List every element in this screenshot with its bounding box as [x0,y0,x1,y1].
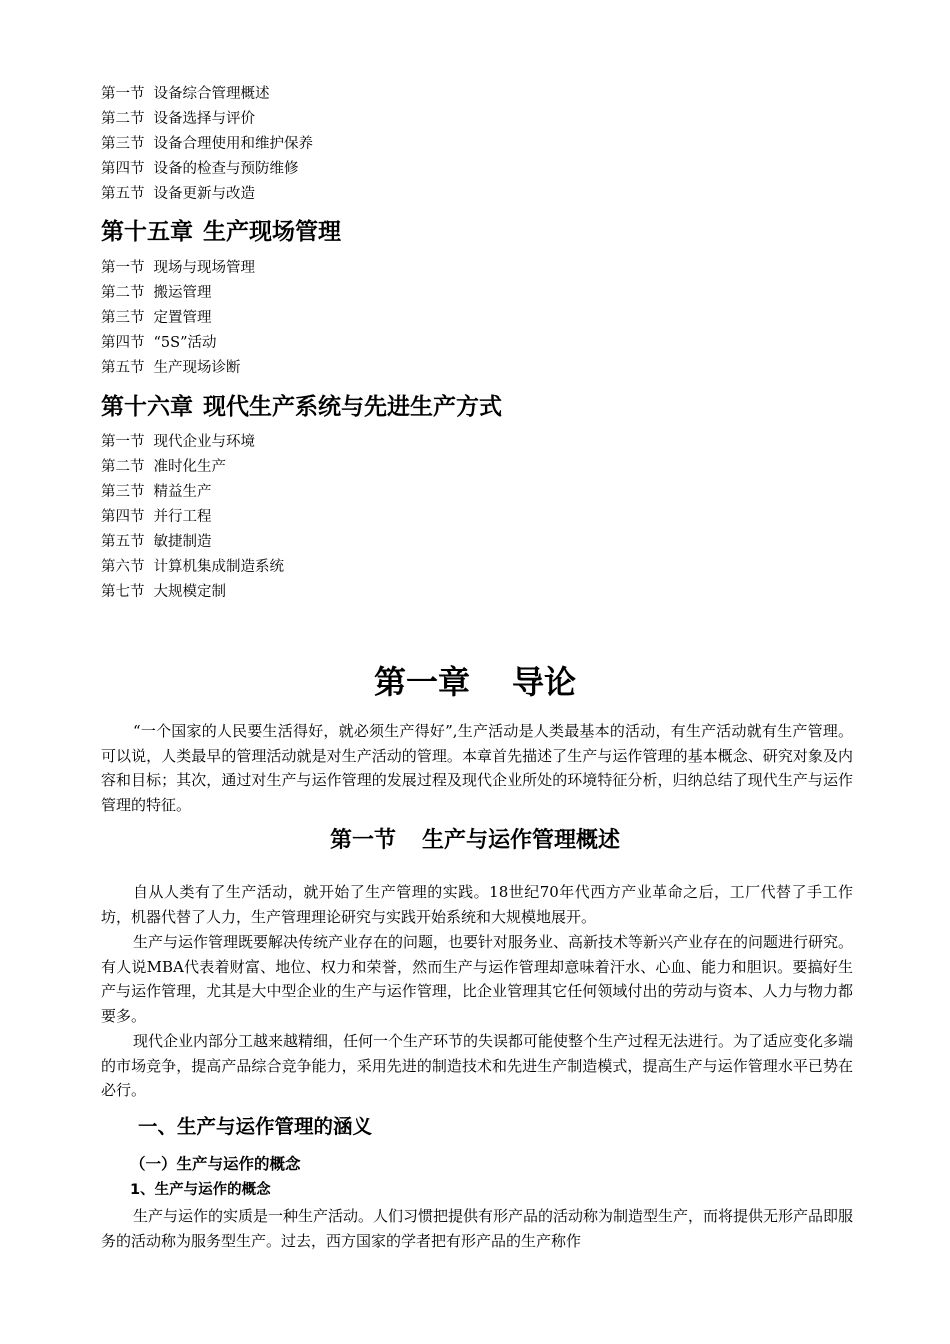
toc-item-title: 搬运管理 [153,285,212,301]
toc-item-number: 第一节 [101,86,145,102]
toc-item-number: 第一节 [101,434,145,450]
toc-item [101,135,313,153]
section-heading-text: 生产与运作管理概述 [422,828,621,853]
toc-item-title: 精益生产 [153,484,212,500]
toc-item [101,110,255,128]
toc-item-number: 第四节 [101,335,145,351]
toc-item-number: 第五节 [101,360,145,376]
toc-item-number: 第七节 [101,584,145,600]
heading-level-2: （一）生产与运作的概念 [130,1155,301,1173]
toc-item-title: 计算机集成制造系统 [153,559,284,575]
toc-item-number: 第六节 [101,559,145,575]
toc-item-number: 第四节 [101,161,145,177]
toc-item-title: 准时化生产 [153,459,226,475]
toc-item-number: 第三节 [101,310,145,326]
section-title [0,826,950,856]
toc-item [101,284,212,302]
toc-item-title: 现代企业与环境 [153,434,255,450]
heading-level-3: 1、生产与运作的概念 [130,1182,271,1198]
toc-item-number: 第一节 [101,260,145,276]
chapter-number: 第十五章 [101,219,193,245]
chapter-number: 第十六章 [101,394,193,420]
toc-item-title: 设备的检查与预防维修 [153,161,299,177]
heading-level-1: 一、生产与运作管理的涵义 [138,1115,373,1138]
toc-item-number: 第二节 [101,111,145,127]
toc-item [101,85,270,103]
toc-item-number: 第五节 [101,534,145,550]
chapter-title: 生产现场管理 [203,219,341,245]
toc-item [101,160,299,178]
toc-item [101,359,241,377]
section-number: 第一节 [329,828,396,853]
toc-item-title: 大规模定制 [153,584,226,600]
body-paragraph: 生产与运作的实质是一种生产活动。人们习惯把提供有形产品的活动称为制造型生产，而将提供无形产品即服务的活动称为服务型生产。过去，西方国家的学者把有形产品的生产称作 [101,1207,854,1250]
toc-item-title: 设备综合管理概述 [153,86,270,102]
page-title [0,662,950,702]
toc-item [101,508,212,526]
body-paragraph: 现代企业内部分工越来越精细，任何一个生产环节的失误都可能使整个生产过程无法进行。为了适应变化多端的市场竞争，提高产品综合竞争能力，采用先进的制造技术和先进生产制造模式，提高生产与运作管理水平已势在必行。 [101,1032,854,1099]
toc-item [101,309,212,327]
toc-item-title: 设备合理使用和维护保养 [153,136,313,152]
toc-item-title: “5S”活动 [153,335,217,351]
toc-item [101,483,212,501]
toc-item-title: 并行工程 [153,509,212,525]
main-chapter-title: 导论 [512,663,577,701]
intro-paragraph: “一个国家的人民要生活得好，就必须生产得好”,生产活动是人类最基本的活动，有生产活动就有生产管理。可以说，人类最早的管理活动就是对生产活动的管理。本章首先描述了生产与运作管理的基本概念、研究对象及内容和目标；其次，通过对生产与运作管理的发展过程及现代企业所处的环境特征分析，归纳总结了现代生产与运作管理的特征。 [101,722,853,814]
toc-item-title: 设备选择与评价 [153,111,255,127]
toc-item-number: 第三节 [101,136,145,152]
toc-item-number: 第四节 [101,509,145,525]
toc-item [101,259,255,277]
chapter-heading [101,218,341,246]
chapter-title: 现代生产系统与先进生产方式 [203,394,502,420]
toc-item-title: 敏捷制造 [153,534,212,550]
toc-item [101,533,212,551]
toc-item-title: 生产现场诊断 [153,360,241,376]
toc-item [101,334,216,352]
toc-item-title: 现场与现场管理 [153,260,255,276]
toc-item [101,433,255,451]
toc-item-number: 第五节 [101,186,145,202]
main-chapter-number: 第一章 [373,663,470,701]
toc-item-number: 第二节 [101,459,145,475]
toc-item-number: 第三节 [101,484,145,500]
toc-item [101,583,226,601]
body-paragraph: 生产与运作管理既要解决传统产业存在的问题，也要针对服务业、高新技术等新兴产业存在的问题进行研究。有人说MBA代表着财富、地位、权力和荣誉，然而生产与运作管理却意味着汗水、心血、能力和胆识。要搞好生产与运作管理，尤其是大中型企业的生产与运作管理，比企业管理其它任何领域付出的劳动与资本、人力与物力都要多。 [101,933,854,1025]
toc-item [101,458,226,476]
chapter-heading [101,393,502,421]
toc-item-number: 第二节 [101,285,145,301]
toc-item-title: 定置管理 [153,310,212,326]
body-paragraph: 自从人类有了生产活动，就开始了生产管理的实践。18世纪70年代西方产业革命之后，工厂代替了手工作坊，机器代替了人力，生产管理理论研究与实践开始系统和大规模地展开。 [101,883,853,926]
toc-item [101,185,255,203]
toc-item [101,558,284,576]
toc-item-title: 设备更新与改造 [153,186,255,202]
